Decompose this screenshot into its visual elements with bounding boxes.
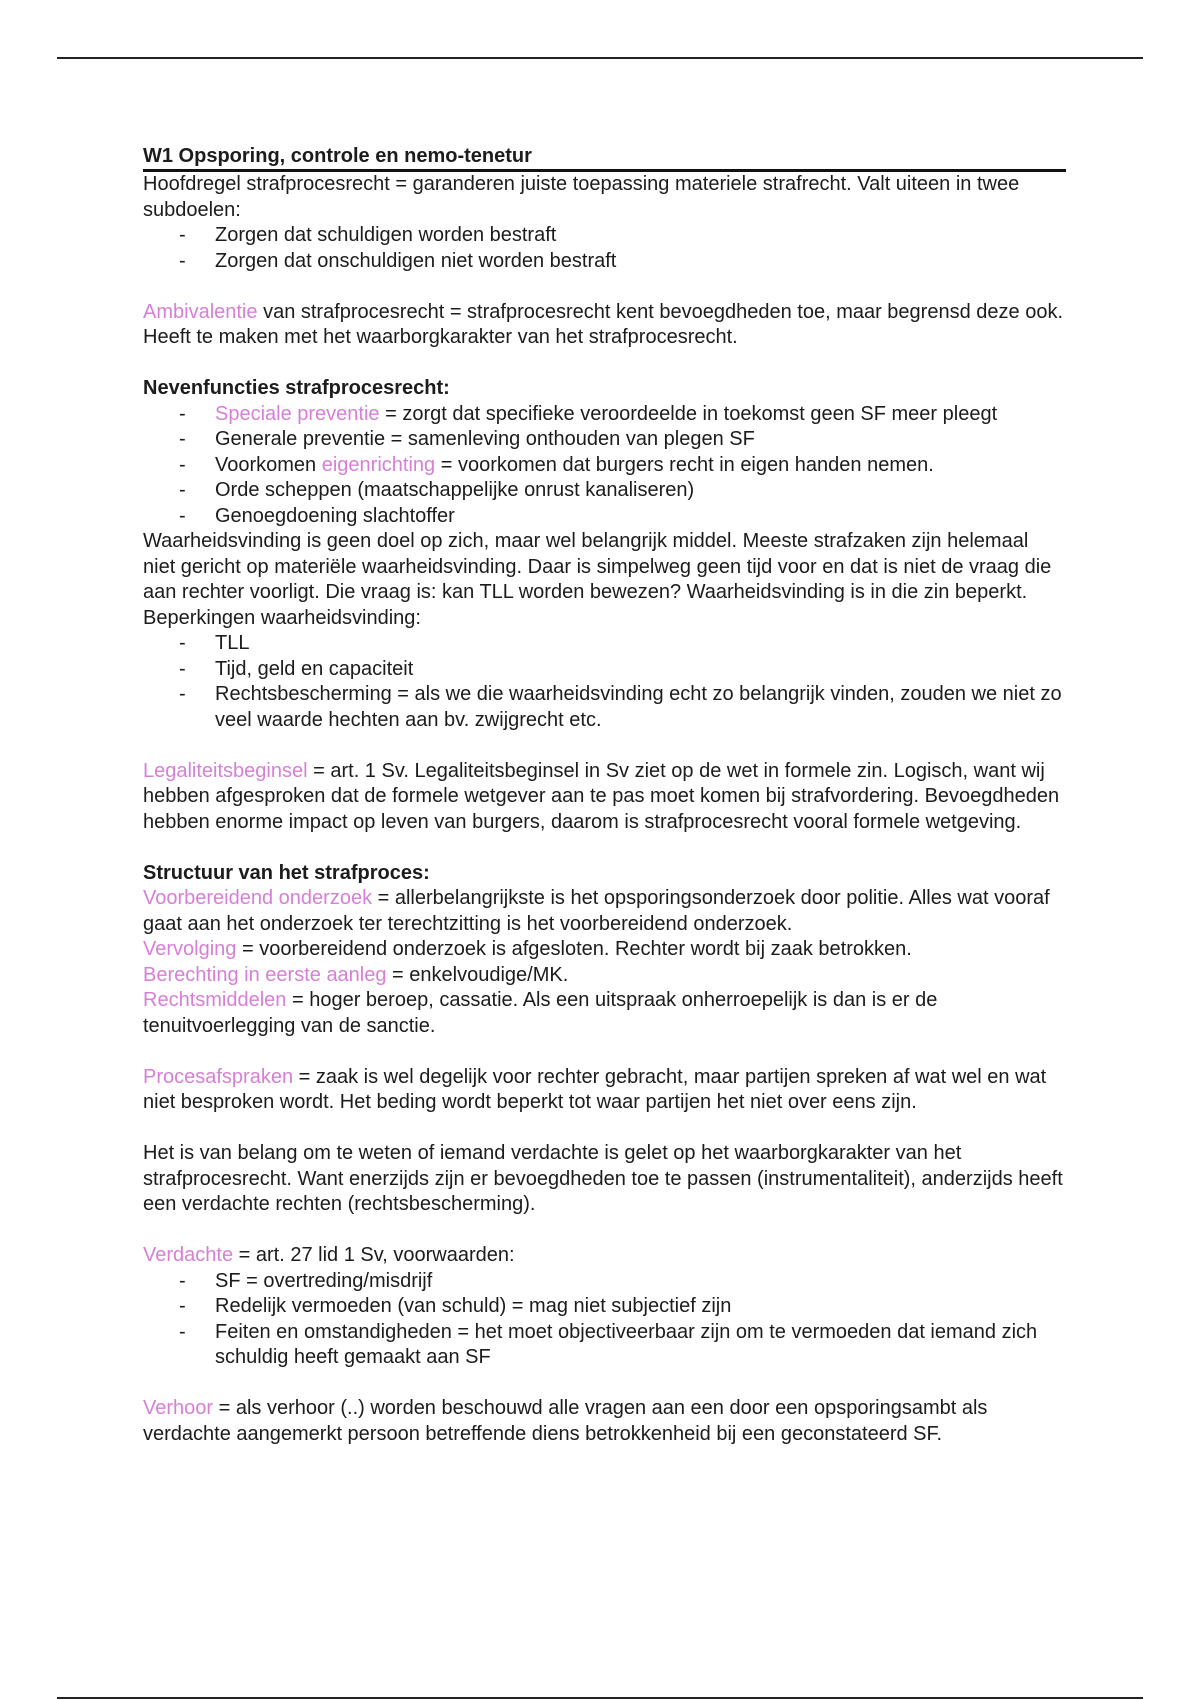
spacer — [143, 351, 1063, 377]
belang-paragraph: Het is van belang om te weten of iemand verdachte is gelet op het waarborgkarakter van het strafprocesrecht. Want enerzijds zijn er bevoegdheden toe te passen (instrumentaliteit), anderzijds heeft een verdachte rechten (rechtsbescherming). — [143, 1142, 1063, 1215]
ambivalentie-paragraph — [143, 300, 1063, 351]
document-body — [143, 144, 1063, 1447]
paragraph-text: = zaak is wel degelijk voor rechter gebracht, maar partijen spreken af wat wel en wat niet besproken wordt. Het beding wordt beperkt tot waar partijen het niet over eens zijn. — [143, 1065, 1047, 1113]
term-legaliteitsbeginsel: Legaliteitsbeginsel — [143, 759, 308, 782]
list-item: - TLL — [215, 631, 1063, 657]
vervolging-paragraph — [143, 937, 1063, 963]
nevenfuncties-list — [143, 402, 1063, 530]
spacer — [143, 1116, 1063, 1142]
voorwaarden-list — [143, 1269, 1063, 1371]
list-item: - Feiten en omstandigheden = het moet objectiveerbaar zijn om te vermoeden dat iemand zich schuldig heeft gemaakt aan SF — [215, 1320, 1063, 1371]
voorbereidend-paragraph — [143, 886, 1063, 937]
list-item: - Redelijk vermoeden (van schuld) = mag niet subjectief zijn — [215, 1294, 1063, 1320]
section-heading-nevenfuncties: Nevenfuncties strafprocesrecht: — [143, 377, 450, 399]
intro-list — [143, 223, 1063, 274]
term-procesafspraken: Procesafspraken — [143, 1065, 294, 1088]
legaliteit-text: = art. 1 Sv. Legaliteitsbeginsel in Sv ziet op de wet in formele zin. Logisch, want wij hebben afgesproken dat de formele wetgever aan te pas moet komen bij strafvordering. Bevoegdheden hebben enorme impact op leven van burgers, daarom is strafprocesrecht vooral formele wetgeving. — [143, 759, 1060, 833]
paragraph-text: = als verhoor (..) worden beschouwd alle vragen aan een door een opsporingsambt als verdachte aangemerkt persoon betreffende diens betrokkenheid bij een geconstateerd SF. — [143, 1397, 988, 1445]
term-berechting: Berechting in eerste aanleg — [143, 963, 387, 986]
verdachte-paragraph — [143, 1243, 1063, 1269]
spacer — [143, 1218, 1063, 1244]
berechting-paragraph — [143, 963, 1063, 989]
paragraph-text: = voorbereidend onderzoek is afgesloten. Rechter wordt bij zaak betrokken. — [236, 938, 912, 960]
verhoor-paragraph — [143, 1396, 1063, 1447]
term-vervolging: Vervolging — [143, 938, 237, 960]
rechtsmiddelen-paragraph — [143, 988, 1063, 1039]
page-title: W1 Opsporing, controle en nemo-tenetur — [143, 144, 1066, 172]
list-item — [215, 402, 1063, 428]
paragraph-text: = enkelvoudige/MK. — [386, 963, 569, 986]
section-heading-structuur: Structuur van het strafproces: — [143, 861, 430, 884]
list-item: - Zorgen dat onschuldigen niet worden bestraft — [215, 249, 1063, 275]
paragraph-text: = hoger beroep, cassatie. Als een uitspraak onherroepelijk is dan is er de tenuitvoerlegging van de sanctie. — [143, 989, 938, 1037]
procesafspraken-paragraph — [143, 1065, 1063, 1116]
spacer — [143, 733, 1063, 759]
list-item: - Rechtsbescherming = als we die waarheidsvinding echt zo belangrijk vinden, zouden we niet zo veel waarde hechten aan bv. zwijgrecht etc. — [215, 682, 1063, 733]
intro-paragraph: Hoofdregel strafprocesrecht = garanderen juiste toepassing materiele strafrecht. Valt uiteen in twee subdoelen: — [143, 173, 1020, 221]
spacer — [143, 1371, 1063, 1397]
paragraph-text: = art. 27 lid 1 Sv, voorwaarden: — [233, 1244, 515, 1266]
list-item-text: = zorgt dat specifieke veroordeelde in toekomst geen SF meer pleegt — [379, 402, 998, 425]
term-voorbereidend-onderzoek: Voorbereidend onderzoek — [143, 887, 373, 909]
paragraph-text: = allerbelangrijkste is het opsporingsonderzoek door politie. Alles wat vooraf gaat aan het onderzoek ter terechtzitting is het voorbereidend onderzoek. — [143, 887, 1050, 935]
term-verdachte: Verdachte — [143, 1244, 234, 1266]
list-item-text: = voorkomen dat burgers recht in eigen handen nemen. — [435, 453, 934, 476]
list-item-text: Voorkomen — [215, 453, 322, 476]
term-verhoor: Verhoor — [143, 1397, 214, 1419]
beperkingen-list — [143, 631, 1063, 733]
legaliteit-paragraph — [143, 759, 1063, 836]
list-item: - Genoegdoening slachtoffer — [215, 504, 1063, 530]
list-item: - Orde scheppen (maatschappelijke onrust kanaliseren) — [215, 478, 1063, 504]
term-ambivalentie: Ambivalentie — [143, 300, 258, 323]
spacer — [143, 274, 1063, 300]
term-speciale-preventie: Speciale preventie — [215, 402, 380, 425]
term-rechtsmiddelen: Rechtsmiddelen — [143, 989, 287, 1011]
list-item — [215, 453, 1063, 479]
spacer — [143, 835, 1063, 861]
footer-rule — [57, 1697, 1143, 1699]
list-item: - Generale preventie = samenleving onthouden van plegen SF — [215, 427, 1063, 453]
spacer — [143, 1039, 1063, 1065]
list-item: - Zorgen dat schuldigen worden bestraft — [215, 223, 1063, 249]
header-rule — [57, 57, 1143, 59]
list-item: - Tijd, geld en capaciteit — [215, 657, 1063, 683]
ambivalentie-text: van strafprocesrecht = strafprocesrecht kent bevoegdheden toe, maar begrensd deze ook. Heeft te maken met het waarborgkarakter van het strafprocesrecht. — [143, 300, 1063, 348]
list-item: - SF = overtreding/misdrijf — [215, 1269, 1063, 1295]
term-eigenrichting: eigenrichting — [321, 453, 436, 476]
waarheidsvinding-paragraph: Waarheidsvinding is geen doel op zich, maar wel belangrijk middel. Meeste strafzaken zijn helemaal niet gericht op materiële waarheidsvinding. Daar is simpelweg geen tijd voor en dat is niet de vraag die aan rechter voorligt. Die vraag is: kan TLL worden bewezen? Waarheidsvinding is in die zin beperkt. Beperkingen waarheidsvinding: — [143, 530, 1052, 629]
